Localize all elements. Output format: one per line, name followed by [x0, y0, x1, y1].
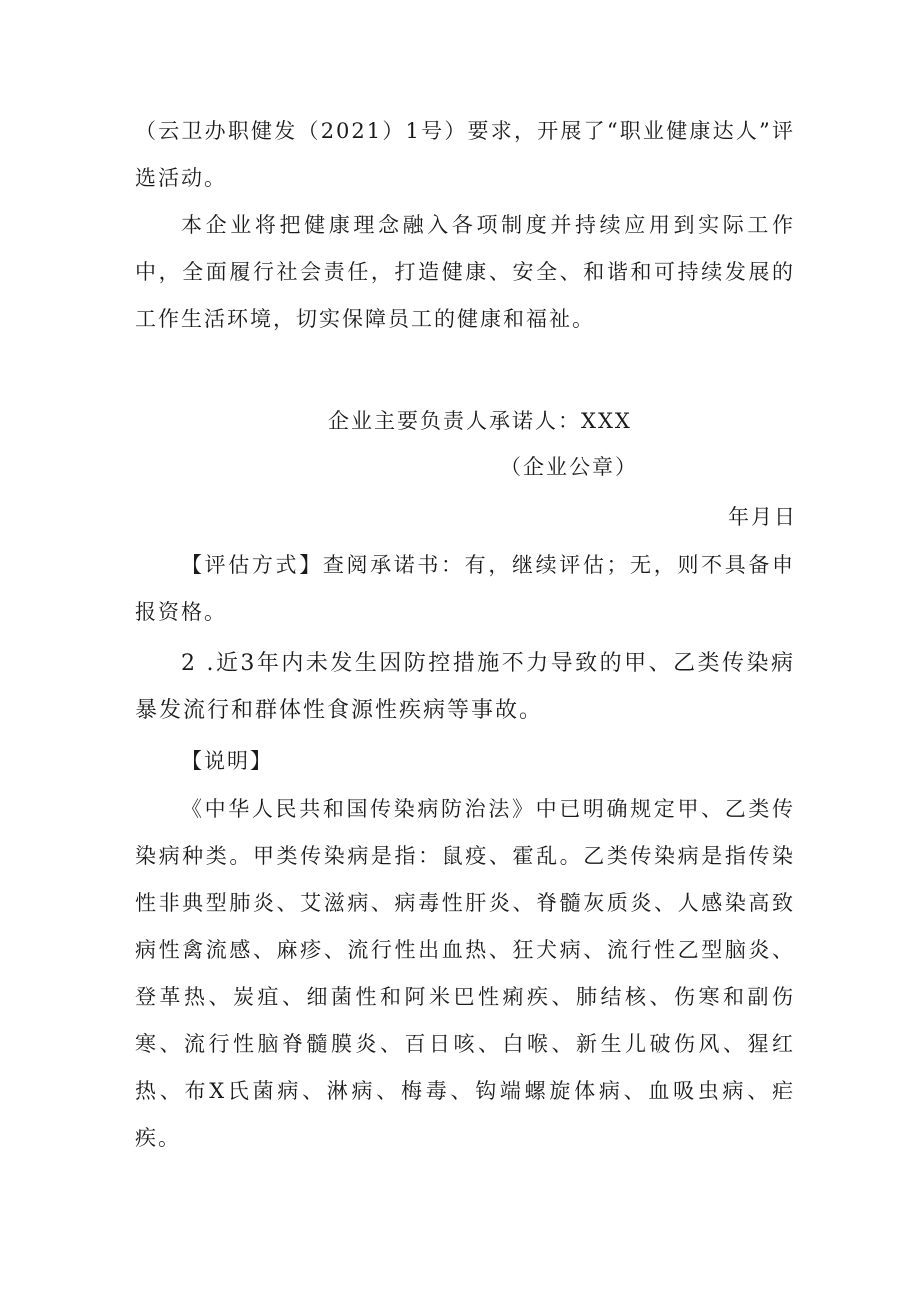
company-seal-label: （企业公章） — [500, 455, 638, 479]
paragraph-activity-requirement: （云卫办职健发（2021）1号）要求，开展了“职业健康达人”评选活动。 — [135, 119, 795, 190]
paragraph-health-commitment: 本企业将把健康理念融入各项制度并持续应用到实际工作中，全面履行社会责任，打造健康、安全、和谐和可持续发展的工作生活环境，切实保障员工的健康和福祉。 — [135, 213, 795, 331]
explanation-body: 《中华人民共和国传染病防治法》中已明确规定甲、乙类传染病种类。甲类传染病是指：鼠疫、霍乱。乙类传染病是指传染性非典型肺炎、艾滋病、病毒性肝炎、脊髓灰质炎、人感染高致病性禽流感、麻疹、流行性出血热、狂犬病、流行性乙型脑炎、登革热、炭疽、细菌性和阿米巴性痢疾、肺结核、伤寒和副伤寒、流行性脑脊髓膜炎、百日咳、白喉、新生儿破伤风、猩红热、布X氏菌病、淋病、梅毒、钩端螺旋体病、血吸虫病、疟疾。 — [135, 797, 795, 1150]
item-2-paragraph: 2 .近3年内未发生因防控措施不力导致的甲、乙类传染病暴发流行和群体性食源性疾病等事故。 — [135, 651, 795, 723]
assessment-method-paragraph: 【评估方式】查阅承诺书：有，继续评估；无，则不具备申报资格。 — [135, 553, 795, 624]
explanation-heading: 【说明】 — [181, 749, 273, 773]
date-line: 年月日 — [728, 505, 797, 529]
signatory-line: 企业主要负责人承诺人：XXX — [328, 409, 632, 433]
